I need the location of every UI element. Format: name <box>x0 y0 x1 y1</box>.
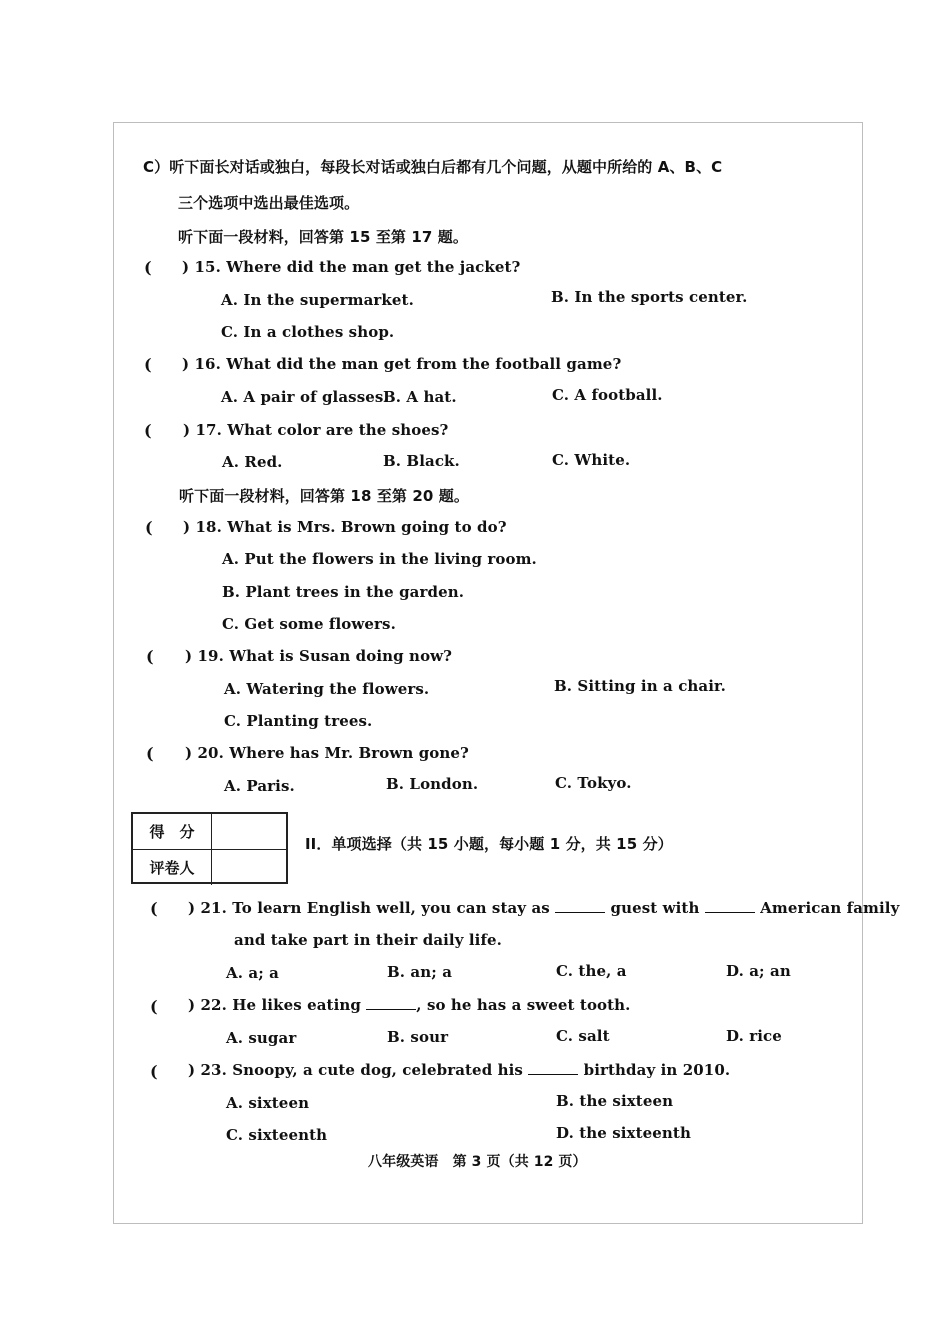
answer-blank <box>705 911 755 913</box>
score-row <box>133 814 286 850</box>
question-21-stem <box>188 899 899 917</box>
question-18-option-a: A. Put the flowers in the living room. <box>222 550 537 568</box>
question-20-option-b: B. London. <box>386 775 479 793</box>
question-23-option-b: B. the sixteen <box>556 1092 674 1110</box>
question-18-stem: ) 18. What is Mrs. Brown going to do? <box>183 518 507 536</box>
answer-paren-23: ( <box>150 1062 158 1081</box>
section-ii-title: II．单项选择（共 15 小题，每小题 1 分，共 15 分） <box>305 835 673 853</box>
question-21-option-d: D. a; an <box>726 962 791 980</box>
question-15-option-b: B. In the sports center. <box>551 288 748 306</box>
question-23-stem-part2: birthday in 2010. <box>583 1061 731 1079</box>
question-15-option-c: C. In a clothes shop. <box>221 323 395 341</box>
question-21-option-a: A. a; a <box>226 964 279 982</box>
question-19-option-b: B. Sitting in a chair. <box>554 677 726 695</box>
answer-paren-21: ( <box>150 899 158 918</box>
question-16-option-a: A. A pair of glasses. <box>221 388 389 406</box>
material-note-18-20: 听下面一段材料，回答第 18 至第 20 题。 <box>179 487 469 505</box>
question-20-stem: ) 20. Where has Mr. Brown gone? <box>185 744 469 762</box>
answer-paren-17: ( <box>144 421 152 440</box>
question-19-option-c: C. Planting trees. <box>224 712 373 730</box>
question-20-option-c: C. Tokyo. <box>555 774 632 792</box>
grader-row <box>133 850 286 885</box>
page-footer: 八年级英语 第 3 页（共 12 页） <box>368 1154 587 1170</box>
question-16-option-b: B. A hat. <box>383 388 457 406</box>
question-22-option-d: D. rice <box>726 1027 782 1045</box>
question-23-option-a: A. sixteen <box>226 1094 310 1112</box>
question-17-option-a: A. Red. <box>222 453 283 471</box>
question-21-stem-part3: American family <box>760 899 900 917</box>
question-19-option-a: A. Watering the flowers. <box>224 680 430 698</box>
question-22-option-a: A. sugar <box>226 1029 297 1047</box>
question-21-option-b: B. an; a <box>387 963 453 981</box>
score-table <box>131 812 288 884</box>
question-22-option-b: B. sour <box>387 1028 449 1046</box>
answer-blank <box>555 911 605 913</box>
question-23-stem <box>188 1061 730 1079</box>
question-20-option-a: A. Paris. <box>224 777 295 795</box>
question-21-stem-part1: ) 21. To learn English well, you can stay as <box>188 899 550 917</box>
question-22-option-c: C. salt <box>556 1027 610 1045</box>
question-21-stem-part2: guest with <box>610 899 700 917</box>
grader-label: 评卷人 <box>133 850 212 885</box>
section-c-instruction-line1: C）听下面长对话或独白，每段长对话或独白后都有几个问题，从题中所给的 A、B、C <box>143 158 723 176</box>
answer-paren-16: ( <box>144 355 152 374</box>
material-note-15-17: 听下面一段材料，回答第 15 至第 17 题。 <box>178 228 468 246</box>
score-value-cell <box>212 814 286 849</box>
question-21-option-c: C. the, a <box>556 962 627 980</box>
score-label: 得 分 <box>133 814 212 849</box>
question-18-option-b: B. Plant trees in the garden. <box>222 583 465 601</box>
question-15-stem: ) 15. Where did the man get the jacket? <box>182 258 521 276</box>
question-21-stem-line2: and take part in their daily life. <box>234 931 502 949</box>
question-15-option-a: A. In the supermarket. <box>221 291 414 309</box>
section-c-instruction-line2: 三个选项中选出最佳选项。 <box>178 194 360 212</box>
question-16-option-c: C. A football. <box>552 386 663 404</box>
question-17-option-b: B. Black. <box>383 452 460 470</box>
grader-value-cell <box>212 850 286 885</box>
question-16-stem: ) 16. What did the man get from the football game? <box>182 355 622 373</box>
question-22-stem <box>188 996 631 1014</box>
question-19-stem: ) 19. What is Susan doing now? <box>185 647 453 665</box>
answer-paren-20: ( <box>146 744 154 763</box>
question-22-stem-part1: ) 22. He likes eating <box>188 996 361 1014</box>
answer-paren-15: ( <box>144 258 152 277</box>
question-23-option-c: C. sixteenth <box>226 1126 328 1144</box>
question-22-stem-part2: , so he has a sweet tooth. <box>416 996 631 1014</box>
answer-paren-18: ( <box>145 518 153 537</box>
question-23-option-d: D. the sixteenth <box>556 1124 691 1142</box>
answer-paren-19: ( <box>146 647 154 666</box>
question-18-option-c: C. Get some flowers. <box>222 615 396 633</box>
answer-paren-22: ( <box>150 997 158 1016</box>
question-17-option-c: C. White. <box>552 451 631 469</box>
answer-blank <box>528 1073 578 1075</box>
exam-page <box>113 122 863 1224</box>
question-17-stem: ) 17. What color are the shoes? <box>183 421 449 439</box>
answer-blank <box>366 1008 416 1010</box>
question-23-stem-part1: ) 23. Snoopy, a cute dog, celebrated his <box>188 1061 523 1079</box>
